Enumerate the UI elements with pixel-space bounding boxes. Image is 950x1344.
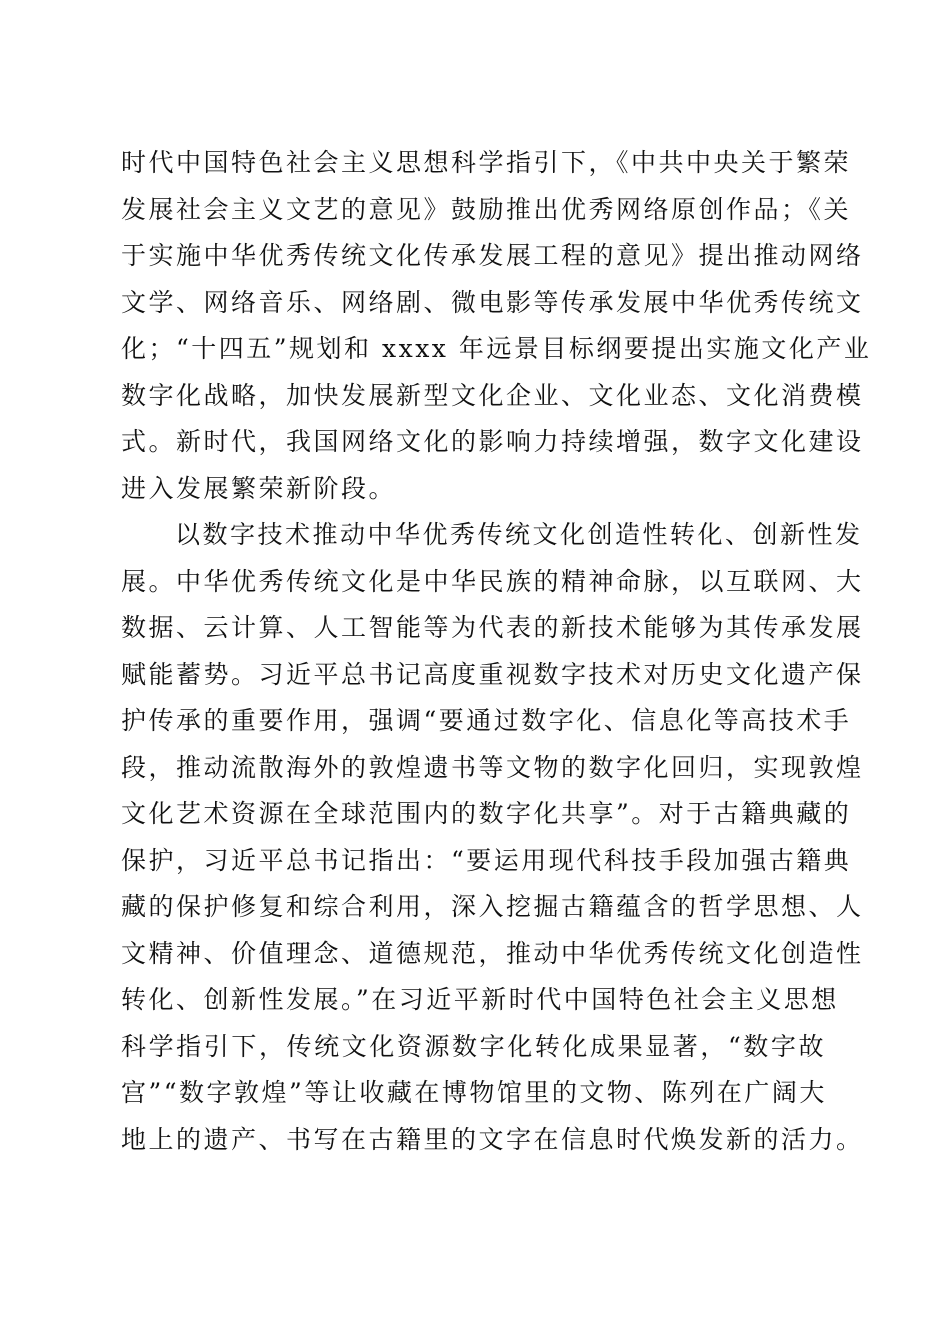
- text-line: 藏的保护修复和综合利用，深入挖掘古籍蕴含的哲学思想、人: [121, 892, 864, 921]
- text-line: 保护，习近平总书记指出：“要运用现代科技手段加强古籍典: [121, 845, 852, 875]
- text-line: 科学指引下，传统文化资源数字化转化成果显著，“数字故: [121, 1031, 826, 1061]
- text-line: 文化艺术资源在全球范围内的数字化共享”。对于古籍典藏的: [121, 799, 852, 828]
- text-line: 式。新时代，我国网络文化的影响力持续增强，数字文化建设: [121, 427, 864, 456]
- text-line: 宫”“数字敦煌”等让收藏在博物馆里的文物、陈列在广阔大: [121, 1078, 827, 1107]
- text-line: 发展社会主义文艺的意见》鼓励推出优秀网络原创作品；《关: [121, 194, 852, 224]
- body-text: [121, 140, 872, 1163]
- text-line-first-indented: 以数字技术推动中华优秀传统文化创造性转化、创新性发: [175, 520, 863, 549]
- text-line: 展。中华优秀传统文化是中华民族的精神命脉，以互联网、大: [121, 566, 864, 596]
- text-line: 护传承的重要作用，强调“要通过数字化、信息化等高技术手: [121, 706, 852, 735]
- text-line-last: 进入发展繁荣新阶段。: [121, 473, 397, 503]
- text-line: 文学、网络音乐、网络剧、微电影等传承发展中华优秀传统文: [121, 287, 864, 317]
- text-line: 数字化战略，加快发展新型文化企业、文化业态、文化消费模: [121, 380, 864, 410]
- paragraph-1: [121, 140, 872, 512]
- paragraph-2: [121, 512, 864, 1163]
- text-line: 文精神、价值理念、道德规范，推动中华优秀传统文化创造性: [121, 938, 864, 968]
- text-line: 化；“十四五”规划和 xxxx 年远景目标纲要提出实施文化产业: [121, 334, 872, 363]
- text-line: 赋能蓄势。习近平总书记高度重视数字技术对历史文化遗产保: [121, 659, 864, 689]
- text-line: 数据、云计算、人工智能等为代表的新技术能够为其传承发展: [121, 613, 864, 642]
- text-line: 于实施中华优秀传统文化传承发展工程的意见》提出推动网络: [121, 241, 864, 270]
- text-line: 段，推动流散海外的敦煌遗书等文物的数字化回归，实现敦煌: [121, 752, 864, 782]
- text-line-last: 地上的遗产、书写在古籍里的文字在信息时代焕发新的活力。: [121, 1124, 864, 1154]
- text-line: 时代中国特色社会主义思想科学指引下，《中共中央关于繁荣: [121, 148, 852, 177]
- text-line: 转化、创新性发展。”在习近平新时代中国特色社会主义思想: [121, 985, 839, 1014]
